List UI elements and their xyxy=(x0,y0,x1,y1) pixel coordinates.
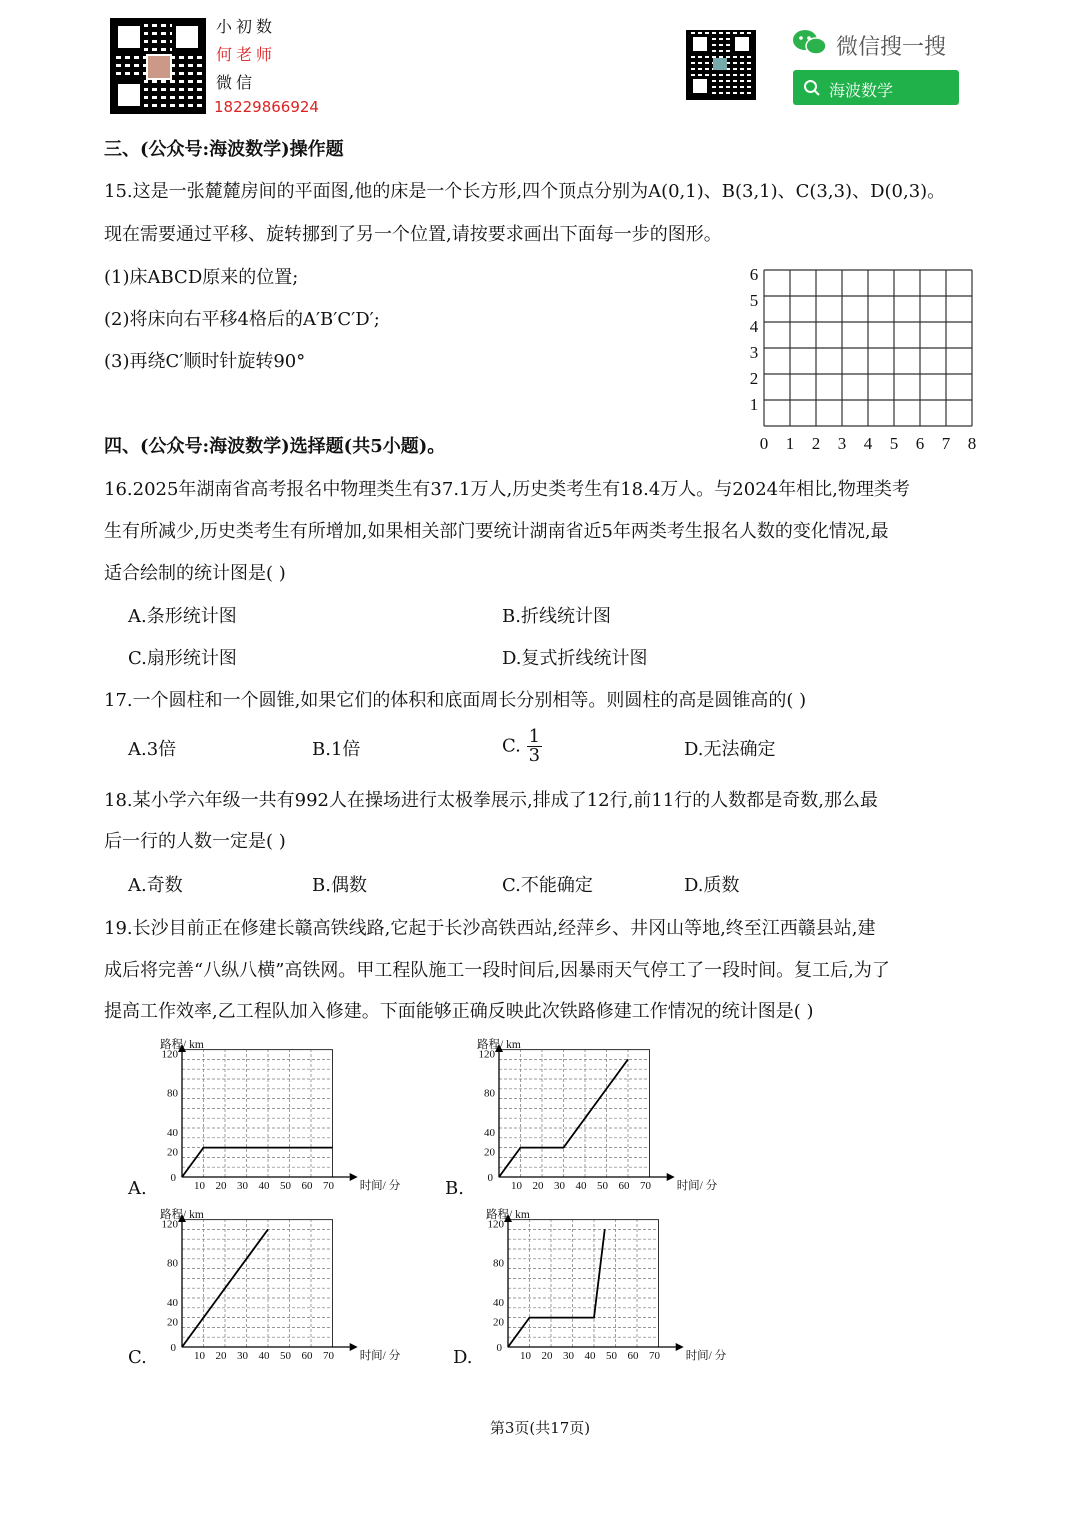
chart-x-tick-label: 20 xyxy=(215,1180,227,1192)
grid-x-tick-label: 1 xyxy=(785,434,795,453)
chart-frame xyxy=(182,1050,333,1177)
chart-y-label: 路程/ km xyxy=(477,1039,521,1051)
coordinate-grid xyxy=(738,262,988,457)
q19-option-c[interactable]: C. xyxy=(128,1347,147,1368)
chart-x-tick-label: 70 xyxy=(640,1180,651,1192)
chart-y-tick-label: 80 xyxy=(167,1087,178,1100)
chart-y-tick-label: 80 xyxy=(493,1257,504,1270)
q19-option-d[interactable]: D. xyxy=(453,1347,473,1368)
chart-x-tick-label: 40 xyxy=(258,1350,270,1362)
chart-frame xyxy=(499,1050,650,1177)
section4-heading: 四、(公众号:海波数学)选择题(共5小题)。 xyxy=(104,436,446,457)
qr-code-right xyxy=(686,30,756,100)
chart-y-tick-label: 40 xyxy=(167,1296,178,1309)
chart-origin-label: 0 xyxy=(170,1172,176,1184)
q18-option-a[interactable]: A.奇数 xyxy=(128,875,183,896)
section3-heading: 三、(公众号:海波数学)操作题 xyxy=(104,139,344,160)
chart-x-axis-arrow xyxy=(676,1343,684,1351)
chart-y-label: 路程/ km xyxy=(160,1209,204,1221)
q18-option-c[interactable]: C.不能确定 xyxy=(502,875,593,896)
chart-c xyxy=(150,1204,410,1364)
chart-series-line xyxy=(182,1148,333,1177)
chart-y-tick-label: 120 xyxy=(161,1048,178,1061)
chart-x-tick-label: 10 xyxy=(194,1350,205,1362)
wechat-icon xyxy=(792,28,828,58)
chart-y-tick-label: 20 xyxy=(167,1316,178,1329)
chart-x-tick-label: 10 xyxy=(194,1180,205,1192)
page-number: 第3页(共17页) xyxy=(489,1419,591,1437)
chart-y-tick-label: 40 xyxy=(493,1296,504,1309)
fraction-denominator: 3 xyxy=(528,745,541,766)
chart-x-tick-label: 40 xyxy=(584,1350,596,1362)
q15-step1: (1)床ABCD原来的位置; xyxy=(104,267,299,288)
grid-x-tick-label: 6 xyxy=(915,434,925,453)
fraction-one-third xyxy=(527,728,542,765)
chart-x-tick-label: 40 xyxy=(258,1180,270,1192)
q17-option-b[interactable]: B.1倍 xyxy=(312,739,361,760)
chart-y-tick-label: 120 xyxy=(161,1218,178,1231)
qr-code-left xyxy=(110,18,206,114)
chart-b xyxy=(467,1034,727,1194)
grid-y-tick-label: 5 xyxy=(749,291,759,310)
search-icon xyxy=(803,79,821,97)
q18-option-d[interactable]: D.质数 xyxy=(684,875,740,896)
chart-y-tick-label: 120 xyxy=(478,1048,495,1061)
chart-x-tick-label: 30 xyxy=(563,1350,574,1362)
grid-x-tick-label: 0 xyxy=(759,434,769,453)
chart-x-tick-label: 20 xyxy=(541,1350,553,1362)
chart-x-tick-label: 70 xyxy=(323,1350,334,1362)
grid-y-tick-label: 4 xyxy=(749,317,759,336)
grid-x-tick-label: 3 xyxy=(837,434,847,453)
chart-x-tick-label: 10 xyxy=(520,1350,531,1362)
chart-x-tick-label: 60 xyxy=(618,1180,630,1192)
chart-y-tick-label: 20 xyxy=(167,1146,178,1159)
q15-step3: (3)再绕C′顺时针旋转90° xyxy=(104,351,306,372)
chart-x-axis-arrow xyxy=(667,1173,675,1181)
chart-x-axis-arrow xyxy=(350,1173,358,1181)
chart-y-label: 路程/ km xyxy=(486,1209,530,1221)
chart-x-tick-label: 50 xyxy=(606,1350,617,1362)
q18-option-b[interactable]: B.偶数 xyxy=(312,875,367,896)
chart-x-tick-label: 60 xyxy=(627,1350,639,1362)
chart-a xyxy=(150,1034,410,1194)
chart-y-tick-label: 80 xyxy=(484,1087,495,1100)
q16-option-b[interactable]: B.折线统计图 xyxy=(502,606,611,627)
chart-frame xyxy=(182,1220,333,1347)
chart-x-tick-label: 50 xyxy=(280,1180,291,1192)
chart-x-tick-label: 20 xyxy=(532,1180,544,1192)
chart-x-tick-label: 70 xyxy=(323,1180,334,1192)
q16-option-d[interactable]: D.复式折线统计图 xyxy=(502,648,648,669)
q18-line1: 18.某小学六年级一共有992人在操场进行太极拳展示,排成了12行,前11行的人数都是奇数,那么最 xyxy=(104,790,878,811)
tag-line-1: 小初数 xyxy=(216,17,277,36)
q17-option-d[interactable]: D.无法确定 xyxy=(684,739,776,760)
q16-line1: 16.2025年湖南省高考报名中物理类生有37.1万人,历史类考生有18.4万人。与2024年相比,物理类考 xyxy=(104,479,910,500)
grid-x-tick-label: 4 xyxy=(863,434,873,453)
chart-frame xyxy=(508,1220,659,1347)
tag-line-2: 何老师 xyxy=(216,45,277,64)
chart-y-tick-label: 40 xyxy=(484,1126,495,1139)
wechat-search-label: 微信搜一搜 xyxy=(836,35,947,60)
wechat-search-button[interactable] xyxy=(793,70,959,105)
chart-y-tick-label: 20 xyxy=(484,1146,495,1159)
q19-option-a[interactable]: A. xyxy=(128,1178,147,1199)
q15-line2: 现在需要通过平移、旋转挪到了另一个位置,请按要求画出下面每一步的图形。 xyxy=(104,224,722,245)
grid-y-tick-label: 2 xyxy=(749,369,759,388)
q17-line1: 17.一个圆柱和一个圆锥,如果它们的体积和底面周长分别相等。则圆柱的高是圆锥高的( ) xyxy=(104,690,807,711)
wechat-button-label: 海波数学 xyxy=(829,83,894,100)
grid-x-tick-label: 8 xyxy=(967,434,977,453)
chart-x-label: 时间/ 分 xyxy=(359,1350,401,1362)
q16-line2: 生有所减少,历史类考生有所增加,如果相关部门要统计湖南省近5年两类考生报名人数的变化情况,最 xyxy=(104,521,889,542)
chart-x-tick-label: 60 xyxy=(301,1350,313,1362)
chart-x-tick-label: 10 xyxy=(511,1180,522,1192)
q17-option-c-label: C. xyxy=(502,735,521,757)
q16-option-c[interactable]: C.扇形统计图 xyxy=(128,648,237,669)
chart-x-tick-label: 30 xyxy=(237,1350,248,1362)
chart-x-tick-label: 30 xyxy=(554,1180,565,1192)
fraction-numerator: 1 xyxy=(528,726,541,747)
chart-d xyxy=(476,1204,736,1364)
q19-line2: 成后将完善“八纵八横”高铁网。甲工程队施工一段时间后,因暴雨天气停工了一段时间。复工后,为了 xyxy=(104,960,890,981)
grid-x-tick-label: 5 xyxy=(889,434,899,453)
grid-y-tick-label: 1 xyxy=(749,395,759,414)
q19-option-b[interactable]: B. xyxy=(445,1178,464,1199)
chart-origin-label: 0 xyxy=(487,1172,493,1184)
chart-y-label: 路程/ km xyxy=(160,1039,204,1051)
chart-y-tick-label: 20 xyxy=(493,1316,504,1329)
chart-x-tick-label: 50 xyxy=(280,1350,291,1362)
chart-y-tick-label: 80 xyxy=(167,1257,178,1270)
chart-y-tick-label: 40 xyxy=(167,1126,178,1139)
q16-option-a[interactable]: A.条形统计图 xyxy=(128,606,237,627)
q16-line3: 适合绘制的统计图是( ) xyxy=(104,563,286,584)
grid-y-tick-label: 6 xyxy=(749,265,759,284)
q17-option-c[interactable] xyxy=(502,728,542,765)
chart-origin-label: 0 xyxy=(170,1342,176,1354)
q15-line1: 15.这是一张麓麓房间的平面图,他的床是一个长方形,四个顶点分别为A(0,1)、B(3,1)、C(3,3)、D(0,3)。 xyxy=(104,181,946,202)
chart-x-tick-label: 20 xyxy=(215,1350,227,1362)
grid-x-tick-label: 2 xyxy=(811,434,821,453)
chart-x-label: 时间/ 分 xyxy=(685,1350,727,1362)
q19-line3: 提高工作效率,乙工程队加入修建。下面能够正确反映此次铁路修建工作情况的统计图是( ) xyxy=(104,1001,814,1022)
chart-origin-label: 0 xyxy=(496,1342,502,1354)
q18-line2: 后一行的人数一定是( ) xyxy=(104,831,286,852)
q17-option-a[interactable]: A.3倍 xyxy=(128,739,177,760)
chart-x-tick-label: 70 xyxy=(649,1350,660,1362)
chart-x-tick-label: 60 xyxy=(301,1180,313,1192)
q15-step2: (2)将床向右平移4格后的A′B′C′D′; xyxy=(104,309,380,330)
chart-x-tick-label: 40 xyxy=(575,1180,587,1192)
chart-x-label: 时间/ 分 xyxy=(676,1180,718,1192)
chart-x-axis-arrow xyxy=(350,1343,358,1351)
chart-x-label: 时间/ 分 xyxy=(359,1180,401,1192)
chart-y-tick-label: 120 xyxy=(487,1218,504,1231)
tag-line-3: 微信 xyxy=(216,73,257,92)
q19-line1: 19.长沙目前正在修建长赣高铁线路,它起于长沙高铁西站,经萍乡、井冈山等地,终至江西赣县站,建 xyxy=(104,918,876,939)
chart-x-tick-label: 30 xyxy=(237,1180,248,1192)
grid-y-tick-label: 3 xyxy=(749,343,759,362)
chart-x-tick-label: 50 xyxy=(597,1180,608,1192)
grid-x-tick-label: 7 xyxy=(941,434,951,453)
phone-number: 18229866924 xyxy=(214,98,319,116)
